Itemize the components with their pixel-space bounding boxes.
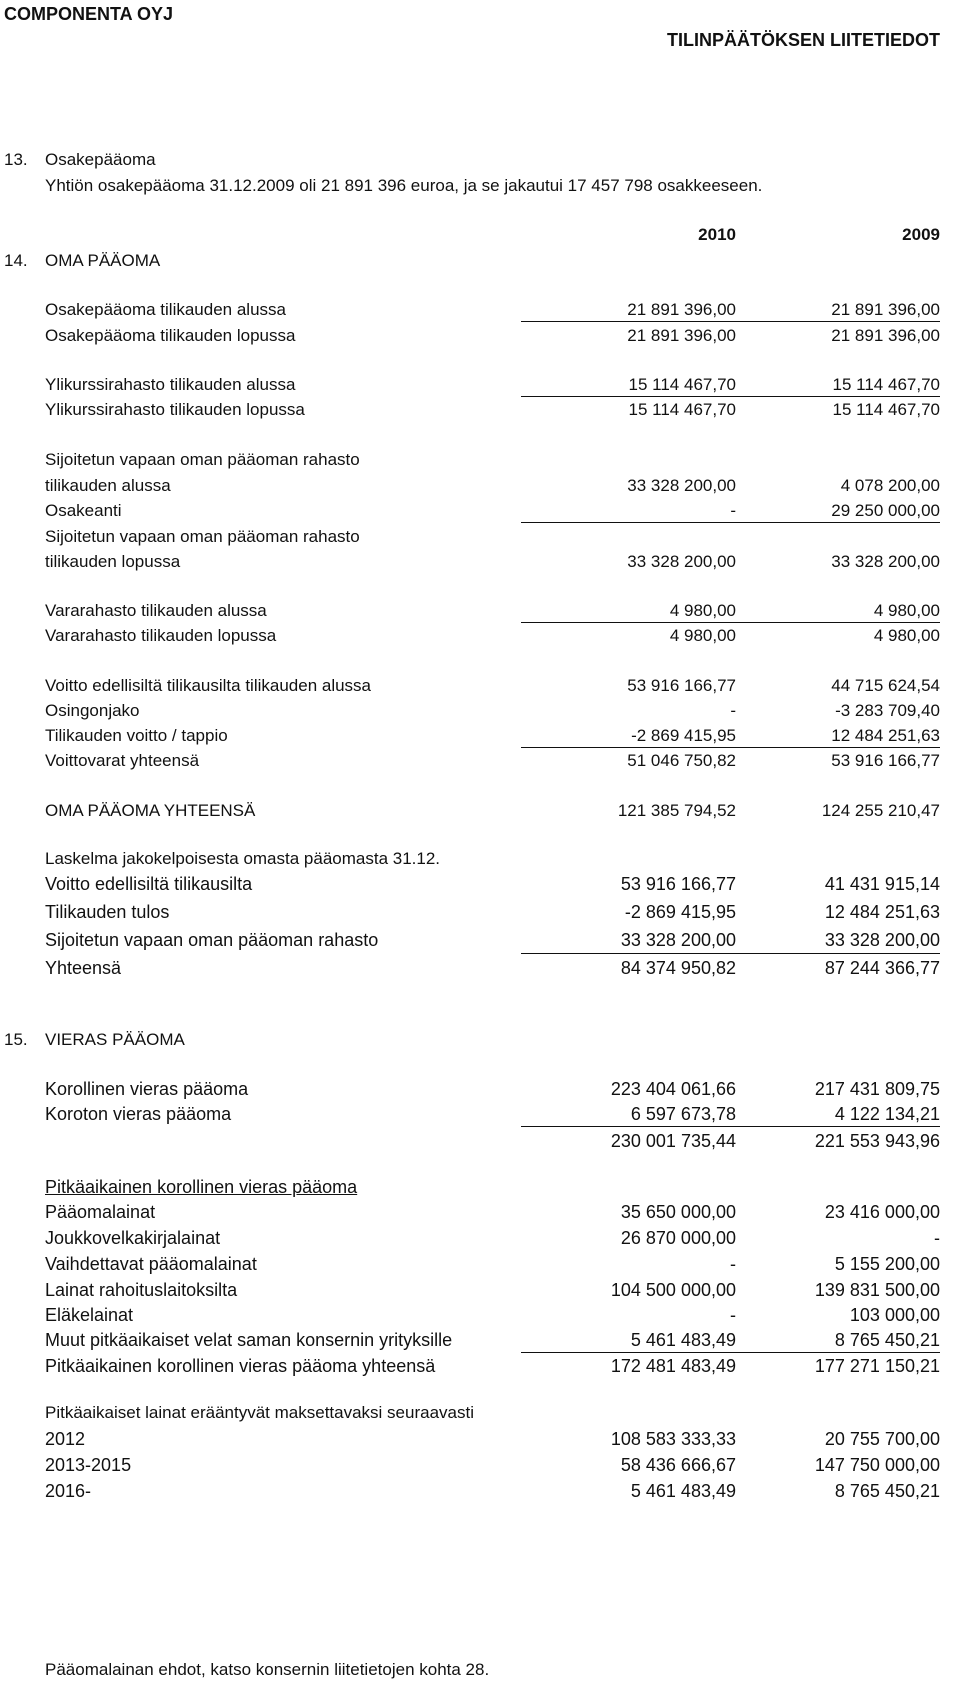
- row-label: Sijoitetun vapaan oman pääoman rahasto: [45, 527, 360, 546]
- calc-title: Laskelma jakokelpoisesta omasta pääomasta 31.12.: [45, 849, 441, 868]
- row-label: Muut pitkäaikaiset velat saman konsernin yrityksille: [45, 1330, 453, 1350]
- underline: [521, 622, 737, 623]
- row-label: 2012: [45, 1429, 86, 1449]
- row-label: Vararahasto tilikauden alussa: [45, 601, 267, 620]
- note15-title: VIERAS PÄÄOMA: [45, 1030, 185, 1049]
- value-2009: 12 484 251,63: [824, 902, 940, 922]
- row-label: Korollinen vieras pääoma: [45, 1079, 249, 1099]
- note14-number: 14.: [4, 251, 28, 270]
- underline: [521, 1126, 737, 1127]
- value-2009: 21 891 396,00: [831, 300, 940, 319]
- value-2009: 217 431 809,75: [814, 1079, 940, 1099]
- row-label: 2016-: [45, 1481, 92, 1501]
- row-label: tilikauden alussa: [45, 476, 171, 495]
- company-name: COMPONENTA OYJ: [4, 4, 174, 24]
- value-2010: -2 869 415,95: [631, 726, 736, 745]
- debt-total-2009: 221 553 943,96: [814, 1131, 940, 1151]
- value-2010: -: [730, 1254, 736, 1274]
- document-section-title: TILINPÄÄTÖKSEN LIITETIEDOT: [667, 30, 940, 50]
- underline: [725, 747, 940, 748]
- value-2010: -: [730, 701, 736, 720]
- value-2009: 12 484 251,63: [831, 726, 940, 745]
- underline: [725, 321, 940, 322]
- row-label: Vararahasto tilikauden lopussa: [45, 626, 277, 645]
- row-label: Ylikurssirahasto tilikauden alussa: [45, 375, 296, 394]
- value-2009: 23 416 000,00: [824, 1202, 940, 1222]
- underline: [521, 396, 737, 397]
- value-2010: 53 916 166,77: [627, 676, 736, 695]
- value-2009: 139 831 500,00: [814, 1280, 940, 1300]
- underline: [521, 953, 737, 954]
- value-2010: 4 980,00: [669, 601, 736, 620]
- value-2010: -: [730, 501, 736, 520]
- footnote: Pääomalainan ehdot, katso konsernin liitetietojen kohta 28.: [45, 1660, 490, 1679]
- value-2010: 21 891 396,00: [627, 300, 736, 319]
- row-label: Sijoitetun vapaan oman pääoman rahasto: [45, 930, 379, 950]
- row-label: Yhteensä: [45, 958, 122, 978]
- value-2009: -: [934, 1228, 940, 1248]
- underline: [725, 1126, 940, 1127]
- row-label: Joukkovelkakirjalainat: [45, 1228, 221, 1248]
- underline: [521, 747, 737, 748]
- underline: [521, 321, 737, 322]
- value-2010: 58 436 666,67: [620, 1455, 736, 1475]
- value-2009: 5 155 200,00: [834, 1254, 940, 1274]
- row-label: Voitto edellisiltä tilikausilta tilikauden alussa: [45, 676, 372, 695]
- row-label: Ylikurssirahasto tilikauden lopussa: [45, 400, 305, 419]
- note15-number: 15.: [4, 1030, 28, 1049]
- value-2010: 35 650 000,00: [620, 1202, 736, 1222]
- value-2010: 108 583 333,33: [610, 1429, 736, 1449]
- underline: [725, 1352, 940, 1353]
- value-2010: -2 869 415,95: [624, 902, 736, 922]
- value-2010: 21 891 396,00: [627, 326, 736, 345]
- value-2010: 223 404 061,66: [610, 1079, 736, 1099]
- row-label: Koroton vieras pääoma: [45, 1104, 232, 1124]
- value-2009: 29 250 000,00: [831, 501, 940, 520]
- underline: [725, 522, 940, 523]
- underline: [725, 622, 940, 623]
- underline: [725, 396, 940, 397]
- note13-text: Yhtiön osakepääoma 31.12.2009 oli 21 891 396 euroa, ja se jakautui 17 457 798 osakkeeseen.: [45, 176, 763, 195]
- value-2010: 15 114 467,70: [628, 400, 736, 419]
- value-2010: 5 461 483,49: [630, 1330, 736, 1350]
- longterm-title: Pitkäaikainen korollinen vieras pääoma: [45, 1177, 358, 1197]
- equity-total-2010: 121 385 794,52: [617, 801, 736, 820]
- value-2010: 51 046 750,82: [627, 751, 736, 770]
- value-2009: 33 328 200,00: [824, 930, 940, 950]
- value-2010: 26 870 000,00: [620, 1228, 736, 1248]
- value-2010: 104 500 000,00: [610, 1280, 736, 1300]
- value-2010: 15 114 467,70: [628, 375, 736, 394]
- row-label: Tilikauden tulos: [45, 902, 170, 922]
- value-2009: -3 283 709,40: [835, 701, 940, 720]
- note13-title: Osakepääoma: [45, 150, 156, 169]
- row-label: Eläkelainat: [45, 1305, 134, 1325]
- underline: [521, 1352, 737, 1353]
- row-label: Sijoitetun vapaan oman pääoman rahasto: [45, 450, 360, 469]
- value-2010: 53 916 166,77: [620, 874, 736, 894]
- value-2009: 103 000,00: [849, 1305, 940, 1325]
- value-2009: 21 891 396,00: [831, 326, 940, 345]
- value-2010: 33 328 200,00: [627, 552, 736, 571]
- row-label: Voittovarat yhteensä: [45, 751, 200, 770]
- value-2010: 4 980,00: [669, 626, 736, 645]
- underline: [725, 953, 940, 954]
- value-2010: 6 597 673,78: [630, 1104, 736, 1124]
- row-label: Osakepääoma tilikauden lopussa: [45, 326, 296, 345]
- value-2010: -: [730, 1305, 736, 1325]
- column-header-2009: 2009: [902, 225, 940, 244]
- value-2009: 33 328 200,00: [831, 552, 940, 571]
- value-2010: 33 328 200,00: [627, 476, 736, 495]
- row-label: Vaihdettavat pääomalainat: [45, 1254, 257, 1274]
- row-label: Tilikauden voitto / tappio: [45, 726, 228, 745]
- row-label: Osingonjako: [45, 701, 140, 720]
- value-2009: 15 114 467,70: [832, 375, 940, 394]
- maturity-title: Pitkäaikaiset lainat erääntyvät maksettavaksi seuraavasti: [45, 1403, 474, 1422]
- value-2009: 4 122 134,21: [834, 1104, 940, 1124]
- row-label: Pitkäaikainen korollinen vieras pääoma yhteensä: [45, 1356, 436, 1376]
- value-2009: 41 431 915,14: [824, 874, 940, 894]
- value-2009: 4 980,00: [873, 601, 940, 620]
- value-2009: 20 755 700,00: [824, 1429, 940, 1449]
- value-2010: 33 328 200,00: [620, 930, 736, 950]
- row-label: Pääomalainat: [45, 1202, 156, 1222]
- column-header-2010: 2010: [698, 225, 736, 244]
- value-2009: 87 244 366,77: [824, 958, 940, 978]
- equity-total-label: OMA PÄÄOMA YHTEENSÄ: [45, 801, 256, 820]
- value-2009: 4 078 200,00: [840, 476, 940, 495]
- value-2010: 5 461 483,49: [630, 1481, 736, 1501]
- value-2009: 4 980,00: [873, 626, 940, 645]
- value-2009: 147 750 000,00: [814, 1455, 940, 1475]
- underline: [521, 522, 737, 523]
- value-2009: 177 271 150,21: [814, 1356, 940, 1376]
- row-label: Voitto edellisiltä tilikausilta: [45, 874, 253, 894]
- value-2009: 44 715 624,54: [831, 676, 940, 695]
- value-2010: 84 374 950,82: [620, 958, 736, 978]
- value-2009: 15 114 467,70: [832, 400, 940, 419]
- debt-total-2010: 230 001 735,44: [610, 1131, 736, 1151]
- row-label: Osakepääoma tilikauden alussa: [45, 300, 286, 319]
- row-label: tilikauden lopussa: [45, 552, 181, 571]
- value-2009: 8 765 450,21: [834, 1481, 940, 1501]
- note14-title: OMA PÄÄOMA: [45, 251, 161, 270]
- value-2010: 172 481 483,49: [610, 1356, 736, 1376]
- equity-total-2009: 124 255 210,47: [821, 801, 940, 820]
- value-2009: 8 765 450,21: [834, 1330, 940, 1350]
- row-label: Lainat rahoituslaitoksilta: [45, 1280, 238, 1300]
- row-label: 2013-2015: [45, 1455, 132, 1475]
- row-label: Osakeanti: [45, 501, 122, 520]
- value-2009: 53 916 166,77: [831, 751, 940, 770]
- note13-number: 13.: [4, 150, 28, 169]
